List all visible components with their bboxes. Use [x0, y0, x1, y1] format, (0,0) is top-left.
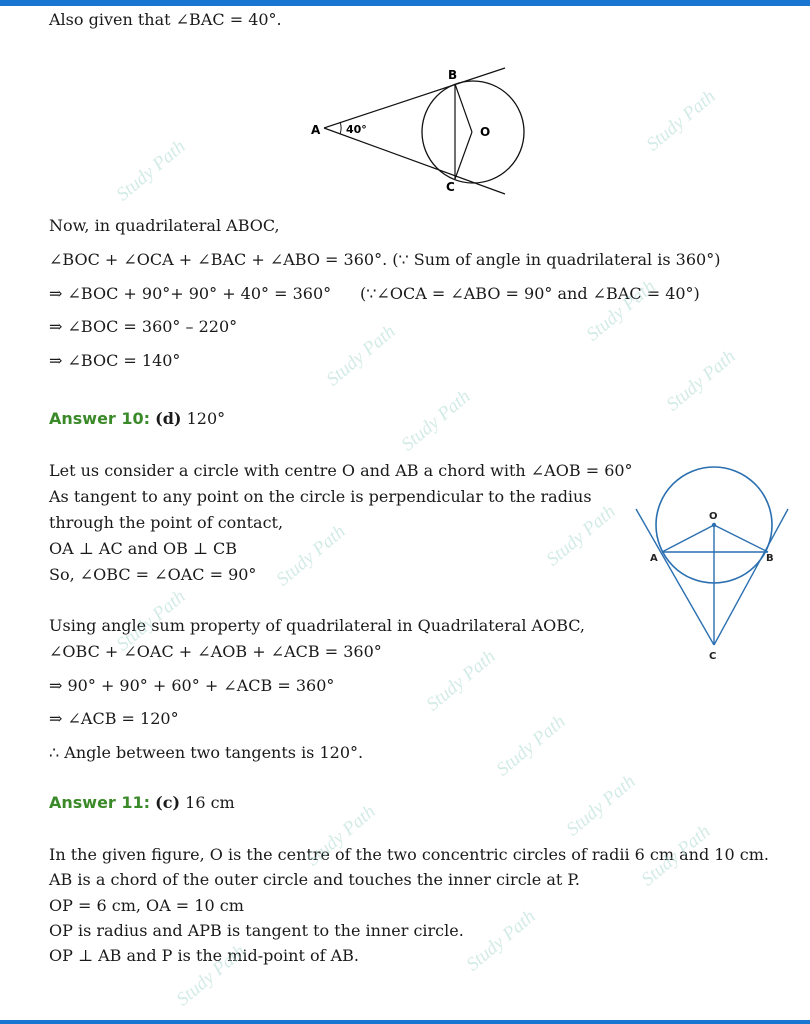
watermark: Study Path — [662, 345, 740, 416]
answer-11 — [49, 793, 235, 813]
tangent-ca — [636, 509, 714, 645]
angle-arc — [340, 122, 341, 134]
center-point — [712, 523, 716, 527]
text-line: ⇒ ∠BOC = 360° – 220° — [49, 317, 238, 336]
circle — [422, 81, 524, 183]
radius-ob — [714, 525, 768, 552]
tangent-ab — [324, 68, 505, 128]
text-line: As tangent to any point on the circle is perpendicular to the radius — [49, 487, 592, 506]
answer-value: 16 cm — [185, 793, 235, 812]
text-line: ⇒ ∠BOC + 90°+ 90° + 40° = 360° — [49, 284, 332, 303]
answer-value: 120° — [186, 409, 226, 428]
answer-label: Answer 10: — [49, 409, 151, 428]
text-line: So, ∠OBC = ∠OAC = 90° — [49, 565, 257, 584]
figure-tangents-from-c — [632, 462, 792, 667]
label-a: A — [650, 553, 658, 564]
top-accent-bar — [0, 0, 810, 6]
watermark: Study Path — [322, 320, 400, 391]
watermark: Study Path — [462, 905, 540, 976]
text-line: Now, in quadrilateral ABOC, — [49, 216, 280, 235]
answer-option: (c) — [155, 793, 181, 812]
text-line: Also given that ∠BAC = 40°. — [49, 10, 282, 29]
tangent-ac — [324, 128, 505, 194]
text-line: OP is radius and APB is tangent to the inner circle. — [49, 921, 464, 940]
label-c: C — [446, 180, 455, 194]
watermark: Study Path — [172, 940, 250, 1011]
angle-label: 40° — [346, 123, 367, 136]
text-line: ∠OBC + ∠OAC + ∠AOB + ∠ACB = 360° — [49, 642, 382, 661]
answer-10 — [49, 409, 225, 429]
text-line-reason: (∵∠OCA = ∠ABO = 90° and ∠BAC = 40°) — [360, 284, 700, 303]
watermark: Study Path — [562, 770, 640, 841]
bottom-accent-bar — [0, 1020, 810, 1024]
figure-tangents-from-a — [300, 62, 540, 202]
text-line: In the given figure, O is the centre of the two concentric circles of radii 6 cm and 10 cm. — [49, 845, 769, 864]
radius-ob — [455, 84, 472, 132]
text-line: OA ⊥ AC and OB ⊥ CB — [49, 539, 238, 558]
text-line: ⇒ ∠ACB = 120° — [49, 709, 179, 728]
tangent-cb — [714, 509, 788, 645]
watermark: Study Path — [112, 135, 190, 206]
label-b: B — [766, 553, 774, 564]
text-line: AB is a chord of the outer circle and touches the inner circle at P. — [49, 870, 580, 889]
text-line: ∠BOC + ∠OCA + ∠BAC + ∠ABO = 360°. (∵ Sum of angle in quadrilateral is 360°) — [49, 250, 721, 269]
radius-oa — [662, 525, 714, 552]
watermark: Study Path — [302, 800, 380, 871]
label-b: B — [448, 68, 458, 82]
watermark: Study Path — [542, 500, 620, 571]
label-o: O — [709, 511, 718, 522]
label-a: A — [311, 123, 321, 137]
text-line: through the point of contact, — [49, 513, 284, 532]
text-line: Using angle sum property of quadrilateral in Quadrilateral AOBC, — [49, 616, 585, 635]
watermark: Study Path — [397, 385, 475, 456]
text-line: OP ⊥ AB and P is the mid-point of AB. — [49, 946, 360, 965]
radius-oc — [455, 132, 472, 179]
text-line: ⇒ 90° + 90° + 60° + ∠ACB = 360° — [49, 676, 335, 695]
answer-option: (d) — [155, 409, 182, 428]
label-o: O — [480, 125, 491, 139]
answer-label: Answer 11: — [49, 793, 151, 812]
text-line: OP = 6 cm, OA = 10 cm — [49, 896, 244, 915]
watermark: Study Path — [582, 275, 660, 346]
watermark: Study Path — [422, 645, 500, 716]
watermark: Study Path — [112, 585, 190, 656]
watermark: Study Path — [642, 85, 720, 156]
watermark: Study Path — [492, 710, 570, 781]
watermark: Study Path — [272, 520, 350, 591]
label-c: C — [709, 651, 717, 662]
text-line: ∴ Angle between two tangents is 120°. — [49, 743, 364, 762]
watermark: Study Path — [637, 820, 715, 891]
text-line: Let us consider a circle with centre O and AB a chord with ∠AOB = 60° — [49, 461, 633, 480]
text-line: ⇒ ∠BOC = 140° — [49, 351, 181, 370]
